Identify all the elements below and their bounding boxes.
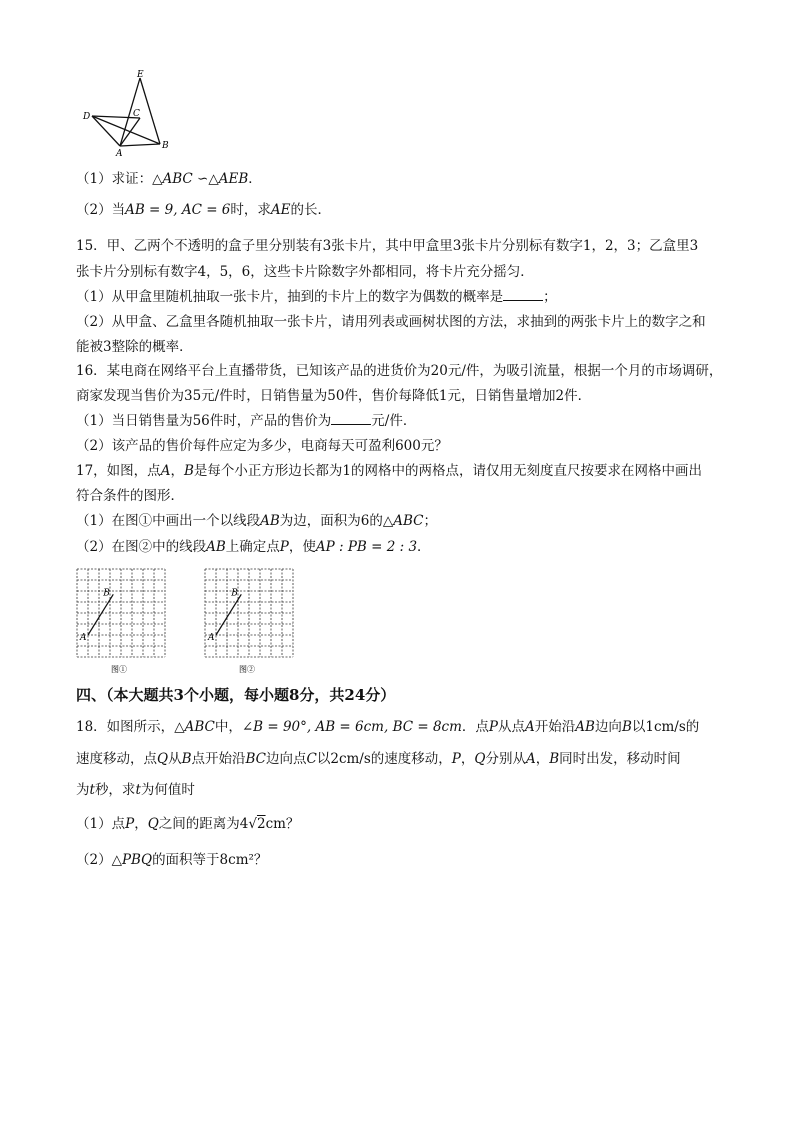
q18-l2h: C: [306, 751, 317, 767]
q14-p2-prefix: （2）当: [76, 202, 126, 218]
q18-p2a: （2）: [76, 852, 112, 868]
grid-figure-2: [202, 566, 298, 674]
q18-p1c: ，: [134, 816, 148, 832]
q14-p2-suffix: 的长．: [290, 202, 332, 218]
grid-caption: 图②: [239, 665, 255, 674]
q18-l2e: 点开始沿: [191, 751, 246, 767]
q17-p2c: 上确定点: [225, 539, 280, 555]
q15-p1-blank: [503, 288, 543, 301]
sqrt-symbol: √: [248, 816, 257, 832]
q18-part2: [76, 851, 726, 869]
q16-line1: 16．某电商在网络平台上直播带货，已知该产品的进货价为20元/件，为吸引流量，根据一个月的市场调研，: [76, 363, 723, 379]
q15-part1: [76, 288, 726, 306]
q15-part2-line2: 能被3整除的概率．: [76, 339, 193, 355]
grid-label-A: A: [80, 633, 87, 643]
q18-l1f: P: [488, 719, 499, 735]
q16-p1-blank: [331, 412, 371, 425]
q17-l1e: 是每个小正方形边长都为1的网格中的两格点，请仅用无刻度直尺按要求在网格中画出: [193, 463, 702, 479]
q18-l1d: ∠B = 90°, AB = 6cm, BC = 8cm: [241, 719, 462, 735]
triangle-figure: [80, 68, 180, 158]
q18-l1c: 中，: [214, 719, 242, 735]
label-C: C: [133, 109, 140, 119]
q18-l2k: ，: [460, 751, 475, 767]
q14-part1: [76, 170, 726, 188]
q18-l3d: t: [135, 782, 141, 798]
q17-p2g: ．: [417, 539, 431, 555]
q18-p1f: 4: [239, 816, 249, 832]
label-B: B: [162, 141, 169, 151]
q15-line1: 15．甲、乙两个不透明的盒子里分别装有3张卡片，其中甲盒里3张卡片分别标有数字1，2，3；乙盒里3: [76, 238, 699, 254]
q18-l3e: 为何值时: [140, 782, 195, 798]
q17-l1d: B: [183, 463, 194, 479]
q18-l1g: 从点: [498, 719, 526, 735]
q15-line2: 张卡片分别标有数字4，5，6，这些卡片除数字外都相同，将卡片充分摇匀．: [76, 264, 534, 280]
q17-line1: [76, 462, 726, 480]
q18-p1d: Q: [147, 816, 159, 832]
q18-p2c: 的面积等于8cm²？: [152, 852, 268, 868]
q18-l1l: B: [621, 719, 632, 735]
q18-l2f: BC: [245, 751, 267, 767]
q18-l2c: 从: [168, 751, 182, 767]
q18-line2: [76, 750, 726, 768]
q18-l2i: 以2cm/s的速度移动，: [316, 751, 452, 767]
q18-l2a: 速度移动，点: [76, 751, 157, 767]
label-A: A: [116, 149, 123, 158]
q18-l1j: AB: [575, 719, 595, 735]
q18-l2m: 分别从: [485, 751, 526, 767]
q18-l3b: t: [89, 782, 95, 798]
q18-p1a: （1）点: [76, 816, 126, 832]
q15-p1-end: ；: [543, 289, 557, 305]
q18-l2o: ，: [535, 751, 550, 767]
q18-l3c: 秒，求: [94, 782, 136, 798]
q14-p2-var: AE: [270, 202, 291, 218]
q18-l1e: ．点: [461, 719, 489, 735]
q18-l1m: 以1cm/s的: [631, 719, 700, 735]
q16-p1-end: 元/件．: [371, 413, 417, 429]
q14-part2: [76, 201, 726, 219]
q18-l2p: B: [549, 751, 560, 767]
q16-p1-text: （1）当日销售量为56件时，产品的售价为: [76, 413, 332, 429]
q18-l2n: A: [525, 751, 536, 767]
q17-p2b: AB: [206, 539, 226, 555]
q17-l1a: 17，如图，点: [76, 463, 161, 479]
q18-p2b: △PBQ: [111, 852, 153, 868]
q18-l2l: Q: [474, 751, 486, 767]
q17-p2f: AP : PB = 2 : 3: [315, 539, 418, 555]
q14-p1-prefix: （1）求证：: [76, 171, 153, 187]
q17-p1c: 为边，面积为6的: [279, 513, 383, 529]
q17-p2a: （2）在图②中的线段: [76, 539, 207, 555]
q14-p2-math: AB = 9, AC = 6: [125, 202, 231, 218]
q18-line1: [76, 718, 726, 736]
q17-p2e: ，使: [288, 539, 316, 555]
q14-p2-mid: 时，求: [230, 202, 271, 218]
grid-figure-1: [74, 566, 170, 674]
q18-p1b: P: [125, 816, 135, 832]
q18-p1g: 2: [256, 816, 266, 832]
q16-line2: 商家发现当售价为35元/件时，日销售量为50件，售价每降低1元，日销售量增加2件．: [76, 388, 592, 404]
q18-l2b: Q: [157, 751, 169, 767]
q18-l1h: A: [525, 719, 535, 735]
q17-l1c: ，: [170, 463, 184, 479]
q17-line2: 符合条件的图形．: [76, 488, 184, 504]
q18-l2d: B: [181, 751, 192, 767]
q18-part1: [76, 815, 726, 833]
segment-AB: [88, 594, 113, 635]
q15-p1-text: （1）从甲盒里随机抽取一张卡片，抽到的卡片上的数字为偶数的概率是: [76, 289, 504, 305]
q16-part1: [76, 412, 726, 430]
q18-line3: [76, 781, 726, 799]
q18-l2q: 同时出发，移动时间: [559, 751, 681, 767]
label-E: E: [137, 70, 144, 80]
q18-l2j: P: [451, 751, 461, 767]
q17-p2d: P: [279, 539, 289, 555]
q18-l1k: 边向: [594, 719, 622, 735]
q18-p1h: cm？: [265, 816, 300, 832]
grid-label-A: A: [208, 633, 215, 643]
q17-p1d: △ABC: [382, 513, 424, 529]
q17-l1b: A: [160, 463, 171, 479]
grid-caption: 图①: [111, 665, 127, 674]
q15-part2-line1: （2）从甲盒、乙盒里各随机抽取一张卡片，请用列表或画树状图的方法，求抽到的两张卡片上的数字之和: [76, 314, 706, 330]
q18-l2g: 边向点: [266, 751, 307, 767]
label-D: D: [83, 112, 91, 122]
segment-AB: [216, 594, 241, 635]
q18-l1a: 18．如图所示，: [76, 719, 175, 735]
q16-part2: （2）该产品的售价每件应定为多少，电商每天可盈利600元？: [76, 438, 448, 454]
q17-part2: [76, 538, 726, 556]
q18-p1e: 之间的距离为: [158, 816, 240, 832]
grid-label-B: B: [231, 588, 238, 599]
q17-part1: [76, 512, 726, 530]
q18-l1b: △ABC: [174, 719, 215, 735]
q17-p1e: ；: [423, 513, 437, 529]
q14-p1-math: △ABC ∽△AEB: [152, 171, 249, 187]
q18-l1i: 开始沿: [534, 719, 576, 735]
section4-title: 四、（本大题共3个小题，每小题8分，共24分）: [76, 686, 396, 704]
q17-p1b: AB: [260, 513, 280, 529]
q17-p1a: （1）在图①中画出一个以线段: [76, 513, 261, 529]
q18-l3a: 为: [76, 782, 90, 798]
q14-p1-suffix: ．: [248, 171, 262, 187]
grid-label-B: B: [103, 588, 110, 599]
